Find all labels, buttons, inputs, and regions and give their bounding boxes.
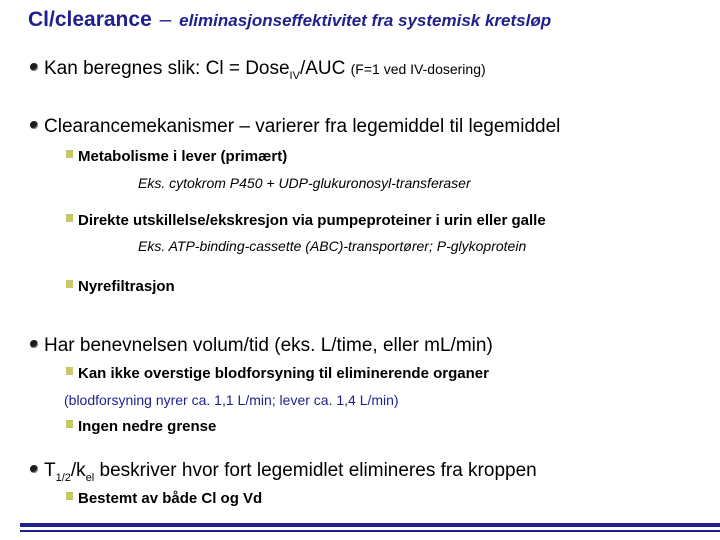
excretion-example: Eks. ATP-binding-cassette (ABC)-transportører; P-glykoprotein xyxy=(138,238,527,254)
bullet-formula xyxy=(30,58,486,82)
title-main: Cl/clearance xyxy=(28,8,152,31)
sub-bullet-renal-filtration xyxy=(66,278,175,295)
bullet-dot-icon xyxy=(30,63,38,71)
determined-by-label: Bestemt av både Cl og Vd xyxy=(78,490,263,507)
units-text: Har benevnelsen volum/tid (eks. L/time, eller mL/min) xyxy=(44,335,493,356)
slide-title xyxy=(28,8,551,32)
sub-bullet-metabolism xyxy=(66,148,287,165)
bullet-dot-icon xyxy=(30,121,38,129)
title-subtitle: eliminasjonseffektivitet fra systemisk kretsløp xyxy=(179,11,552,30)
square-bullet-icon xyxy=(66,280,73,288)
square-bullet-icon xyxy=(66,214,73,222)
no-lower-limit-label: Ingen nedre grense xyxy=(78,418,217,435)
formula-subscript: IV xyxy=(289,69,300,82)
sub-bullet-determined-by xyxy=(66,490,262,507)
half-life-t: T xyxy=(44,460,56,481)
metabolism-label: Metabolisme i lever (primært) xyxy=(78,148,288,165)
bullet-mechanisms xyxy=(30,116,560,138)
title-dash: – xyxy=(159,8,172,31)
sub-bullet-blood-supply xyxy=(66,365,489,382)
footer-rule-thick xyxy=(20,523,720,527)
metabolism-example: Eks. cytokrom P450 + UDP-glukuronosyl-transferaser xyxy=(138,175,471,191)
footer-rule-thin xyxy=(20,530,720,532)
sub-bullet-no-lower-limit xyxy=(66,418,216,435)
half-life-subscript: 1/2 xyxy=(55,471,71,484)
half-life-k: /k xyxy=(70,460,86,481)
excretion-label: Direkte utskillelse/ekskresjon via pumpeproteiner i urin eller galle xyxy=(78,212,546,229)
half-life-text: beskriver hvor fort legemidlet elimineres fra kroppen xyxy=(94,460,537,481)
renal-filtration-label: Nyrefiltrasjon xyxy=(78,278,175,295)
mechanisms-text: Clearancemekanismer – varierer fra legemiddel til legemiddel xyxy=(44,116,561,137)
sub-bullet-excretion xyxy=(66,212,546,229)
bullet-dot-icon xyxy=(30,340,38,348)
bullet-half-life xyxy=(30,460,537,484)
blood-supply-label: Kan ikke overstige blodforsyning til eliminerende organer xyxy=(78,365,489,382)
blood-supply-note: (blodforsyning nyrer ca. 1,1 L/min; lever ca. 1,4 L/min) xyxy=(64,392,399,408)
square-bullet-icon xyxy=(66,492,73,500)
formula-text: Kan beregnes slik: Cl = Dose xyxy=(44,58,290,79)
square-bullet-icon xyxy=(66,367,73,375)
formula-text-after: /AUC xyxy=(299,58,346,79)
square-bullet-icon xyxy=(66,150,73,158)
square-bullet-icon xyxy=(66,420,73,428)
bullet-units xyxy=(30,335,493,357)
bullet-dot-icon xyxy=(30,465,38,473)
kel-subscript: el xyxy=(85,471,95,484)
formula-note: (F=1 ved IV-dosering) xyxy=(350,61,486,77)
